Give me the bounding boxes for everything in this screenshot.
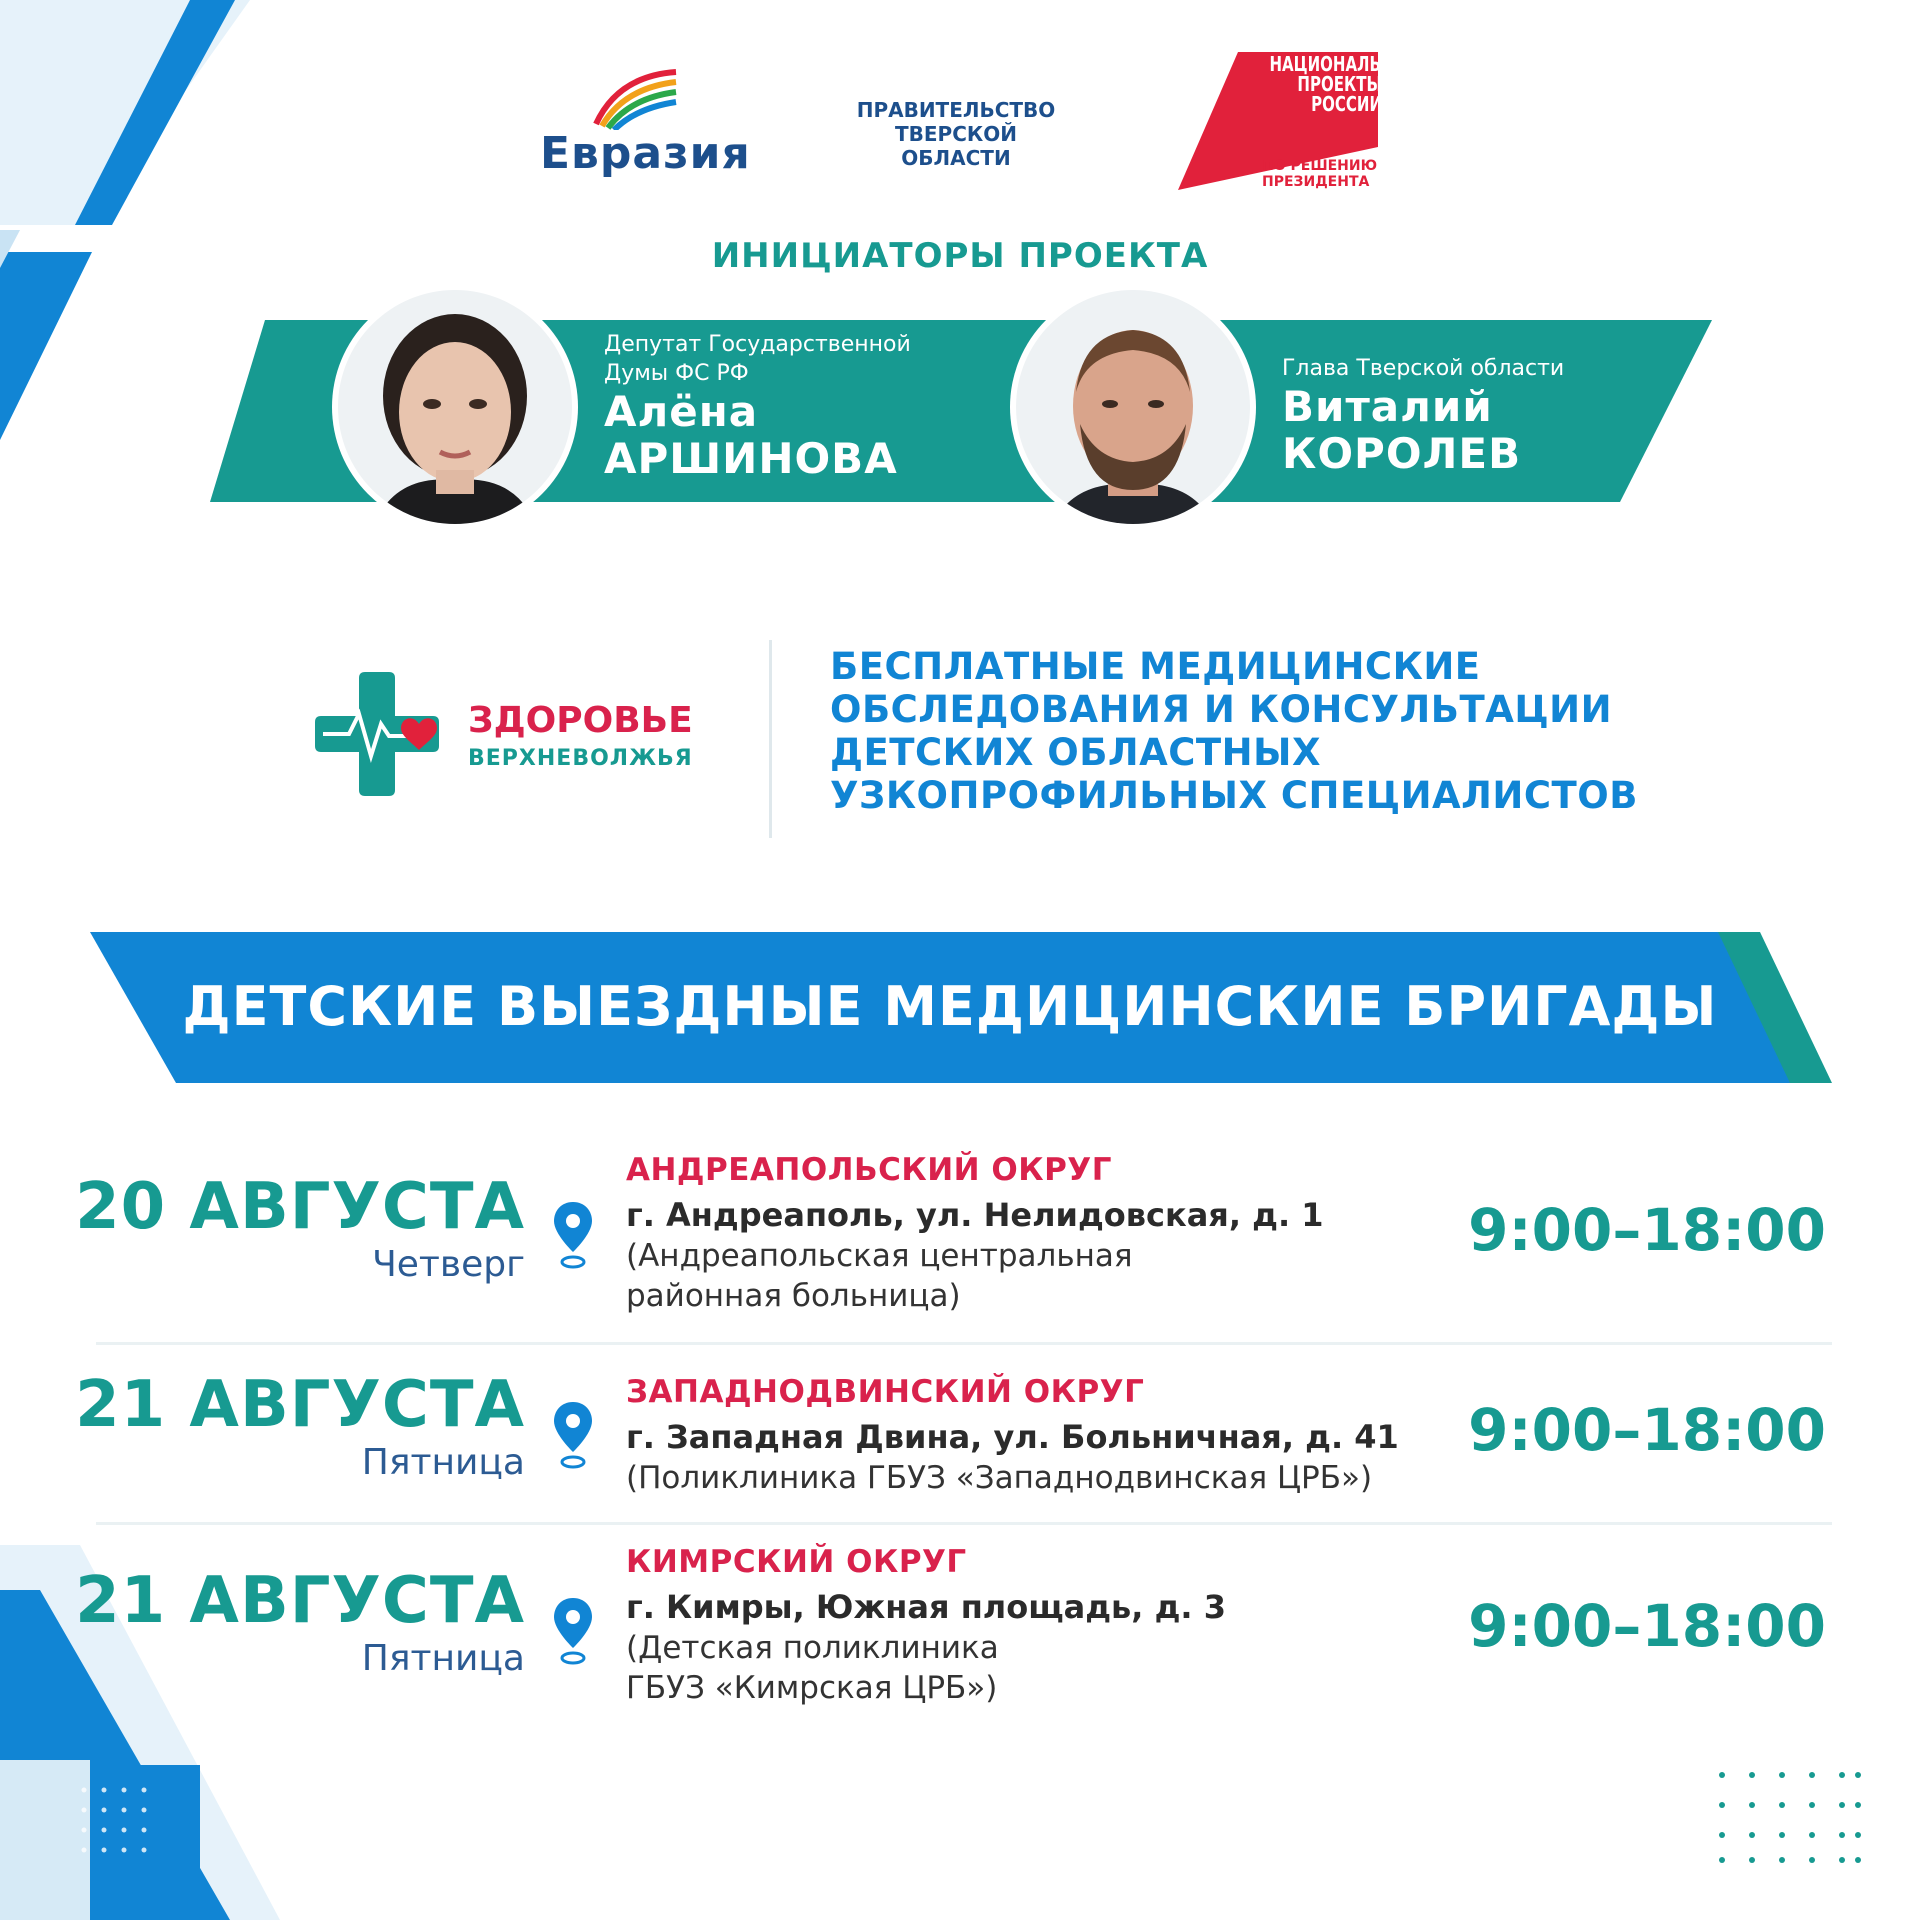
schedule-district: АНДРЕАПОЛЬСКИЙ ОКРУГ [626, 1152, 1112, 1188]
person-first-name: Алёна [604, 387, 759, 436]
schedule-time: 9:00–18:00 [1468, 1196, 1826, 1264]
person-info-arshinova [604, 330, 911, 482]
location-pin-icon [550, 1596, 596, 1668]
brand-name: ЗДОРОВЬЕ [468, 700, 693, 741]
person-info-korolev [1282, 354, 1564, 477]
person-photo-arshinova [332, 284, 578, 530]
person-first-name: Виталий [1282, 382, 1493, 431]
schedule-address: г. Андреаполь, ул. Нелидовская, д. 1 [626, 1196, 1324, 1234]
schedule-date: 21 АВГУСТА [75, 1368, 525, 1442]
schedule-date: 21 АВГУСТА [75, 1564, 525, 1638]
schedule-address: г. Западная Двина, ул. Больничная, д. 41 [626, 1418, 1399, 1456]
national-projects-title: НАЦИОНАЛЬНЫЕ ПРОЕКТЫ РОССИИ [1269, 52, 1420, 116]
brand-subname: ВЕРХНЕВОЛЖЬЯ [468, 746, 693, 771]
schedule-time: 9:00–18:00 [1468, 1396, 1826, 1464]
person-last-name: АРШИНОВА [604, 434, 898, 483]
schedule-district: КИМРСКИЙ ОКРУГ [626, 1544, 967, 1580]
person-role: Глава Тверской области [1282, 356, 1565, 381]
eurasia-logo-text: Евразия [540, 128, 751, 179]
eurasia-logo-swoosh-icon [588, 66, 678, 130]
schedule-weekday: Пятница [361, 1638, 525, 1679]
location-pin-icon [550, 1400, 596, 1472]
person-last-name: КОРОЛЕВ [1282, 429, 1522, 478]
schedule-district: ЗАПАДНОДВИНСКИЙ ОКРУГ [626, 1374, 1145, 1410]
schedule-note: (Поликлиника ГБУЗ «Западнодвинская ЦРБ») [626, 1460, 1373, 1496]
person-role: Депутат Государственной [604, 332, 911, 357]
medical-cross-heart-icon [315, 672, 447, 804]
schedule-weekday: Четверг [372, 1244, 525, 1285]
schedule-divider [96, 1522, 1832, 1525]
schedule-time: 9:00–18:00 [1468, 1592, 1826, 1660]
schedule-address: г. Кимры, Южная площадь, д. 3 [626, 1588, 1226, 1626]
banner-title: ДЕТСКИЕ ВЫЕЗДНЫЕ МЕДИЦИНСКИЕ БРИГАДЫ [182, 975, 1718, 1038]
schedule-date: 20 АВГУСТА [75, 1170, 525, 1244]
government-logo: ПРАВИТЕЛЬСТВО ТВЕРСКОЙ ОБЛАСТИ [856, 98, 1056, 170]
location-pin-icon [550, 1200, 596, 1272]
schedule-divider [96, 1342, 1832, 1345]
person-photo-korolev [1010, 284, 1256, 530]
promo-text: БЕСПЛАТНЫЕ МЕДИЦИНСКИЕ ОБСЛЕДОВАНИЯ И КОНСУЛЬТАЦИИ ДЕТСКИХ ОБЛАСТНЫХ УЗКОПРОФИЛЬНЫХ СПЕЦИАЛИСТОВ [830, 645, 1638, 817]
schedule-note: (Детская поликлиника ГБУЗ «Кимрская ЦРБ») [626, 1630, 999, 1706]
national-projects-subtitle: ПО РЕШЕНИЮ ПРЕЗИДЕНТА [1262, 158, 1378, 190]
schedule-note: (Андреапольская центральная районная больница) [626, 1238, 1133, 1314]
schedule-weekday: Пятница [361, 1442, 525, 1483]
person-role: Думы ФС РФ [604, 361, 749, 386]
initiators-title: ИНИЦИАТОРЫ ПРОЕКТА [711, 236, 1209, 276]
